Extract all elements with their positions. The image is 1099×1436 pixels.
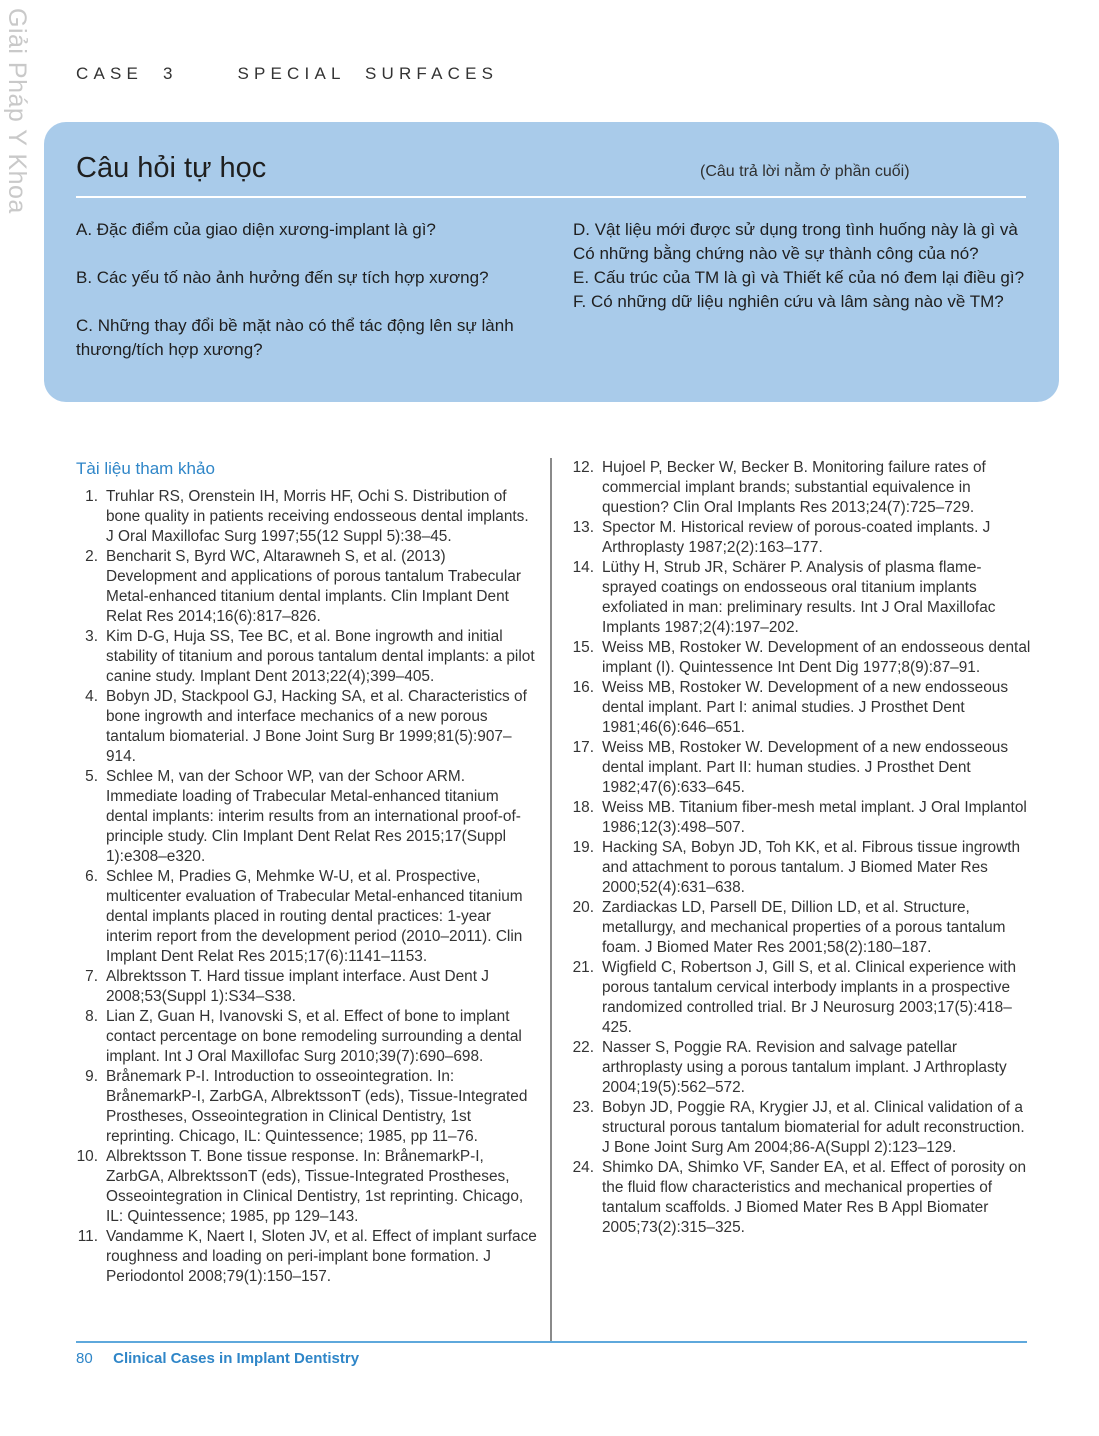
reference-number: 7. [85, 968, 98, 985]
reference-item [572, 1038, 1032, 1098]
reference-text: Lüthy H, Strub JR, Schärer P. Analysis of plasma flame-sprayed coatings on endosseous oral titanium implants exfoliated in man: preliminary results. Int J Oral Maxillofac Implants 1987;2(4):197–202. [602, 559, 996, 636]
questions-note: (Câu trả lời nằm ở phần cuối) [700, 163, 910, 180]
self-study-questions-box [44, 122, 1059, 402]
question-d: D. Vật liệu mới được sử dụng trong tình huống này là gì và Có những bằng chứng nào về sự thành công của nó? [573, 220, 1018, 263]
reference-number: 21. [572, 959, 594, 976]
question-e: E. Cấu trúc của TM là gì và Thiết kế của nó đem lại điều gì? [573, 268, 1025, 287]
reference-item [572, 558, 1032, 638]
reference-text: Hujoel P, Becker W, Becker B. Monitoring failure rates of commercial implant brands; substantial equivalence in question? Clin Oral Implants Res 2013;24(7):725–729. [602, 459, 986, 516]
book-title: Clinical Cases in Implant Dentistry [113, 1350, 360, 1367]
reference-text: Shimko DA, Shimko VF, Sander EA, et al. Effect of porosity on the fluid flow characteristics and mechanical properties of tantalum scaffolds. J Biomed Mater Res B Appl Biomater 2005;73(2):315–325. [602, 1159, 1027, 1236]
reference-number: 23. [572, 1099, 594, 1116]
reference-text: Brånemark P-I. Introduction to osseointegration. In: BrånemarkP-I, ZarbGA, AlbrektssonT (eds), Tissue-Integrated Prostheses, Osseointegration in Clinical Dentistry, 1st reprinting. Chicago, IL: Quintessence; 1985, pp 11–76. [106, 1068, 528, 1145]
reference-text: Weiss MB. Titanium fiber-mesh metal implant. J Oral Implantol 1986;12(3):498–507. [602, 799, 1027, 836]
reference-number: 18. [572, 799, 594, 816]
questions-title: Câu hỏi tự học [76, 152, 267, 184]
reference-number: 10. [76, 1148, 98, 1165]
references-column-2 [572, 458, 1032, 1238]
reference-item [76, 1227, 538, 1287]
reference-text: Vandamme K, Naert I, Sloten JV, et al. Effect of implant surface roughness and loading on peri-implant bone formation. J Periodontol 2008;79(1):150–157. [106, 1228, 537, 1285]
reference-item [76, 627, 538, 687]
questions-divider [76, 196, 1026, 198]
references-title: Tài liệu tham khảo [76, 459, 215, 478]
reference-item [572, 638, 1032, 678]
reference-number: 20. [572, 899, 594, 916]
reference-text: Schlee M, van der Schoor WP, van der Schoor ARM. Immediate loading of Trabecular Metal-enhanced titanium dental implants: interim results from an international proof-of-principle study. Clin Implant Dent Relat Res 2015;17(Suppl 1):e308–e320. [106, 768, 521, 865]
reference-item [76, 867, 538, 967]
reference-number: 16. [572, 679, 594, 696]
reference-text: Bencharit S, Byrd WC, Altarawneh S, et al. (2013) Development and applications of porous tantalum Trabecular Metal-enhanced titanium dental implants. Clin Implant Dent Relat Res 2014;16(6):817–826. [106, 548, 521, 625]
reference-item [76, 1007, 538, 1067]
reference-item [76, 487, 538, 547]
reference-number: 6. [85, 868, 98, 885]
page-number: 80 [76, 1350, 93, 1367]
questions-right-column [573, 218, 1033, 314]
reference-text: Lian Z, Guan H, Ivanovski S, et al. Effect of bone to implant contact percentage on bone remodeling surrounding a dental implant. Int J Oral Maxillofac Surg 2010;39(7):690–698. [106, 1008, 522, 1065]
reference-text: Albrektsson T. Bone tissue response. In: BrånemarkP-I, ZarbGA, AlbrektssonT (eds), Tissue-Integrated Prostheses, Osseointegration in Clinical Dentistry, 1st reprinting. Chicago, IL: Quintessence; 1985, pp 129–143. [106, 1148, 524, 1225]
reference-number: 4. [85, 688, 98, 705]
reference-item [572, 518, 1032, 558]
reference-number: 2. [85, 548, 98, 565]
reference-number: 11. [77, 1228, 98, 1245]
reference-number: 13. [572, 519, 594, 536]
reference-item [572, 678, 1032, 738]
reference-text: Albrektsson T. Hard tissue implant interface. Aust Dent J 2008;53(Suppl 1):S34–S38. [106, 968, 489, 1005]
reference-text: Nasser S, Poggie RA. Revision and salvage patellar arthroplasty using a porous tantalum implant. J Arthroplasty 2004;19(5):562–572. [602, 1039, 1007, 1096]
reference-number: 14. [572, 559, 594, 576]
reference-number: 19. [572, 839, 594, 856]
reference-text: Spector M. Historical review of porous-coated implants. J Arthroplasty 1987;2(2):163–177. [602, 519, 991, 556]
reference-item [572, 798, 1032, 838]
reference-number: 9. [85, 1068, 98, 1085]
reference-item [572, 838, 1032, 898]
reference-item [76, 1147, 538, 1227]
reference-item [76, 967, 538, 1007]
column-divider [550, 458, 552, 1342]
reference-item [572, 898, 1032, 958]
question-f: F. Có những dữ liệu nghiên cứu và lâm sàng nào về TM? [573, 292, 1004, 311]
reference-item [76, 767, 538, 867]
reference-text: Weiss MB, Rostoker W. Development of a new endosseous dental implant. Part I: animal studies. J Prosthet Dent 1981;46(6):646–651. [602, 679, 1009, 736]
reference-text: Bobyn JD, Poggie RA, Krygier JJ, et al. Clinical validation of a structural porous tantalum biomaterial for adult reconstruction. J Bone Joint Surg Am 2004;86-A(Suppl 2):123–129. [602, 1099, 1025, 1156]
question-a: A. Đặc điểm của giao diện xương-implant là gì? [76, 220, 436, 239]
reference-number: 22. [572, 1039, 594, 1056]
reference-item [76, 687, 538, 767]
reference-text: Schlee M, Pradies G, Mehmke W-U, et al. Prospective, multicenter evaluation of Trabecular Metal-enhanced titanium dental implants placed in routing dental practices: 1-year interim report from the development period (2010–2011). Clin Implant Dent Relat Res 2015;17(6):1141–1153. [106, 868, 523, 965]
reference-text: Wigfield C, Robertson J, Gill S, et al. Clinical experience with porous tantalum cervical interbody implants in a prospective randomized controlled trial. Br J Neurosurg 2003;17(5):418–425. [602, 959, 1016, 1036]
reference-item [76, 1067, 538, 1147]
reference-text: Kim D-G, Huja SS, Tee BC, et al. Bone ingrowth and initial stability of titanium and porous tantalum dental implants: a pilot canine study. Implant Dent 2013;22(4);399–405. [106, 628, 535, 685]
references-column-1 [76, 458, 538, 1287]
footer-rule [76, 1341, 1027, 1343]
question-b: B. Các yếu tố nào ảnh hưởng đến sự tích hợp xương? [76, 268, 489, 287]
references-list-1 [76, 487, 538, 1287]
running-head: CASE 3 SPECIAL SURFACES [76, 64, 499, 83]
reference-text: Weiss MB, Rostoker W. Development of a new endosseous dental implant. Part II: human studies. J Prosthet Dent 1982;47(6):633–645. [602, 739, 1009, 796]
watermark-text: Giải Pháp Y Khoa [3, 8, 31, 214]
reference-number: 5. [85, 768, 98, 785]
reference-text: Bobyn JD, Stackpool GJ, Hacking SA, et al. Characteristics of bone ingrowth and interface mechanics of a new porous tantalum biomaterial. J Bone Joint Surg Br 1999;81(5):907–914. [106, 688, 527, 765]
questions-left-column [76, 218, 536, 386]
reference-number: 8. [85, 1008, 98, 1025]
reference-number: 12. [572, 459, 594, 476]
reference-item [572, 1158, 1032, 1238]
reference-item [76, 547, 538, 627]
reference-item [572, 1098, 1032, 1158]
reference-text: Truhlar RS, Orenstein IH, Morris HF, Ochi S. Distribution of bone quality in patients receiving endosseous dental implants. J Oral Maxillofac Surg 1997;55(12 Suppl 5):38–45. [106, 488, 529, 545]
question-c: C. Những thay đổi bề mặt nào có thể tác động lên sự lành thương/tích hợp xương? [76, 316, 514, 359]
reference-item [572, 458, 1032, 518]
reference-text: Hacking SA, Bobyn JD, Toh KK, et al. Fibrous tissue ingrowth and attachment to porous tantalum. J Biomed Mater Res 2000;52(4):631–638. [602, 839, 1021, 896]
reference-text: Zardiackas LD, Parsell DE, Dillion LD, et al. Structure, metallurgy, and mechanical properties of a porous tantalum foam. J Biomed Mater Res 2001;58(2):180–187. [602, 899, 1006, 956]
reference-number: 3. [85, 628, 98, 645]
reference-item [572, 958, 1032, 1038]
reference-number: 17. [572, 739, 594, 756]
reference-item [572, 738, 1032, 798]
reference-number: 15. [572, 639, 594, 656]
reference-number: 1. [85, 488, 98, 505]
reference-number: 24. [572, 1159, 594, 1176]
references-list-2 [572, 458, 1032, 1238]
reference-text: Weiss MB, Rostoker W. Development of an endosseous dental implant (I). Quintessence Int Dent Dig 1977;8(9):87–91. [602, 639, 1031, 676]
page-footer [76, 1350, 359, 1368]
